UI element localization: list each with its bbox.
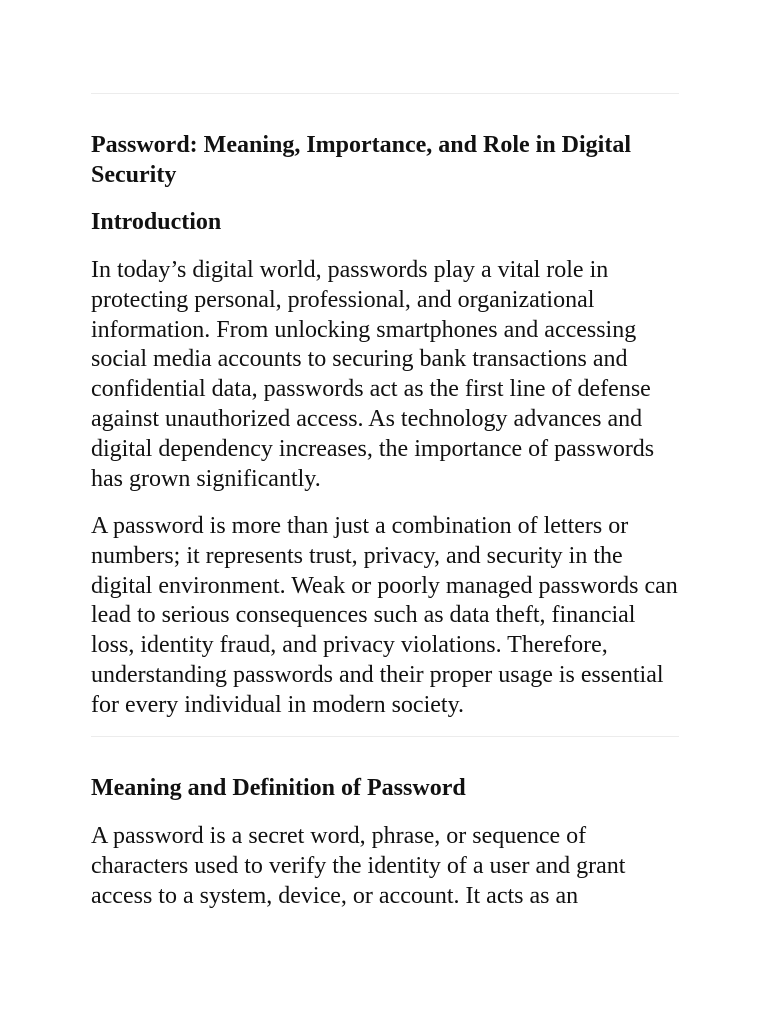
document-title: Password: Meaning, Importance, and Role in Digital Security — [91, 132, 631, 188]
section-heading-introduction: Introduction — [91, 209, 222, 235]
section-divider — [91, 736, 679, 737]
introduction-paragraph-2: A password is more than just a combination of letters or numbers; it represents trust, privacy, and security in the digital environment. Weak or poorly managed passwords can lead to serious consequences such as data theft, financial loss, identity fraud, and privacy violations. Therefore, understanding passwords and their proper usage is essential for every individual in modern society. — [91, 513, 678, 718]
section-heading-meaning: Meaning and Definition of Password — [91, 775, 466, 801]
top-divider — [91, 93, 679, 94]
meaning-paragraph-1: A password is a secret word, phrase, or sequence of characters used to verify the identity of a user and grant access to a system, device, or account. It acts as an — [91, 823, 626, 909]
introduction-paragraph-1: In today’s digital world, passwords play a vital role in protecting personal, professional, and organizational information. From unlocking smartphones and accessing social media accounts to securing bank transactions and confidential data, passwords act as the first line of defense against unauthorized access. As technology advances and digital dependency increases, the importance of passwords has grown significantly. — [91, 257, 655, 492]
